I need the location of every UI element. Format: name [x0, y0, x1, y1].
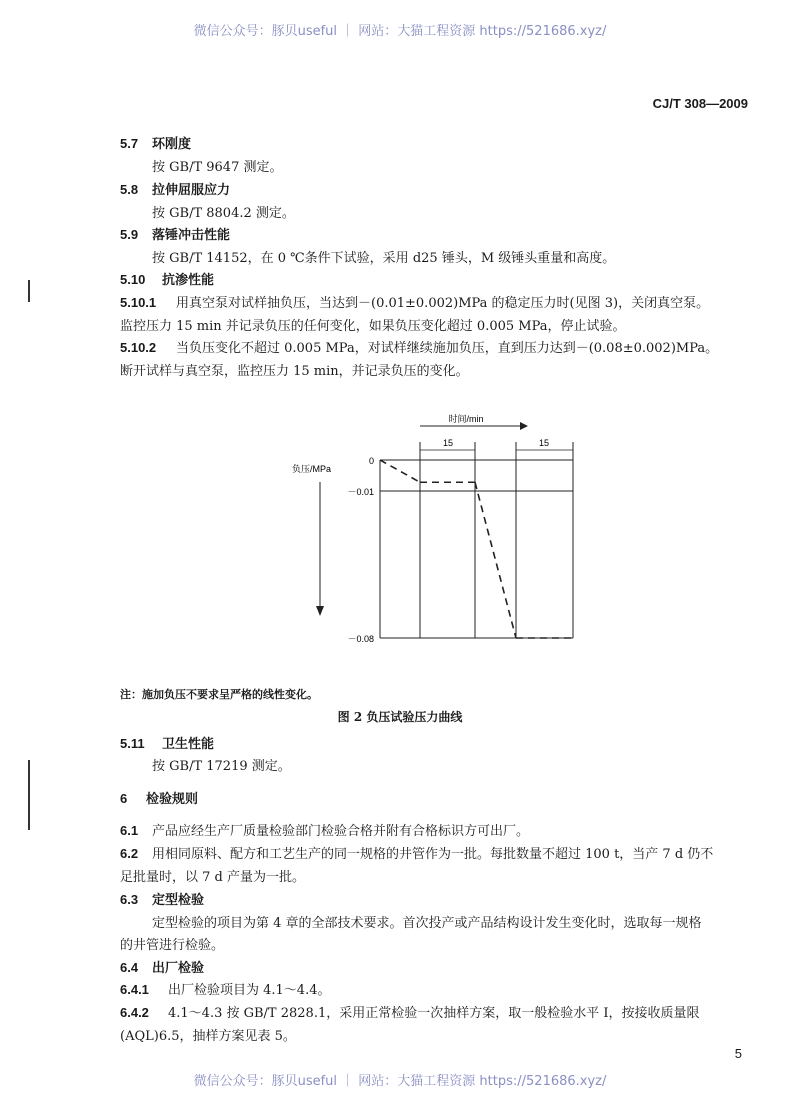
interval-1-label: 15 [442, 438, 454, 448]
curve-segment-1 [380, 460, 420, 482]
y-label: 负压/MPa [292, 464, 332, 474]
margin-mark [28, 760, 30, 830]
section-6-2-line1: 6.2 用相同原料、配方和工艺生产的同一规格的井管作为一批。每批数量不超过 100 t，当产 7 d 仍不 [120, 846, 714, 862]
section-6-4-2-line1: 6.4.2 4.1～4.3 按 GB/T 2828.1，采用正常检验一次抽样方案，取一般检验水平 Ⅰ，按接收质量限 [120, 1005, 700, 1021]
section-5-8-body: 按 GB/T 8804.2 测定。 [152, 206, 295, 221]
section-5-10-heading: 5.10 抗渗性能 [120, 272, 215, 288]
section-6-3-line1: 定型检验的项目为第 4 章的全部技术要求。首次投产或产品结构设计发生变化时，选取每一规格 [152, 916, 702, 931]
pressure-curve-chart [280, 412, 600, 652]
section-6-4-heading: 6.4 出厂检验 [120, 960, 205, 976]
figure-note: 注：施加负压不要求呈严格的线性变化。 [120, 688, 318, 701]
curve-segment-3 [475, 482, 516, 638]
pressure-curve-figure [280, 412, 600, 656]
section-6-3-heading: 6.3 定型检验 [120, 892, 205, 908]
section-6-4-1: 6.4.1 出厂检验项目为 4.1～4.4。 [120, 982, 331, 998]
y-arrow-head [316, 606, 324, 616]
section-5-10-1-line1: 5.10.1 用真空泵对试样抽负压，当达到－(0.01±0.002)MPa 的稳定压力时(见图 3)，关闭真空泵。 [120, 295, 710, 311]
section-6-heading: 6 检验规则 [120, 791, 199, 807]
section-5-9-heading: 5.9 落锤冲击性能 [120, 227, 231, 243]
section-5-11-body: 按 GB/T 17219 测定。 [152, 759, 291, 774]
section-5-10-1-line2: 监控压力 15 min 并记录负压的任何变化，如果负压变化超过 0.005 MPa，停止试验。 [120, 319, 626, 334]
section-6-1: 6.1 产品应经生产厂质量检验部门检验合格并附有合格标识方可出厂。 [120, 823, 530, 839]
section-6-3-line2: 的井管进行检验。 [120, 938, 225, 953]
standard-number: CJ/T 308—2009 [652, 96, 748, 111]
figure-caption: 图 2 负压试验压力曲线 [337, 710, 463, 724]
page-number: 5 [734, 1046, 742, 1061]
watermark-top: 微信公众号：豚贝useful ｜ 网站：大猫工程资源 https://521686.xyz/ [193, 24, 607, 39]
tick-008: －0.08 [347, 634, 374, 644]
section-5-11-heading: 5.11 卫生性能 [120, 736, 215, 752]
time-arrow-head [520, 422, 528, 430]
section-5-7-heading: 5.7 环刚度 [120, 136, 192, 152]
section-5-8-heading: 5.8 拉伸屈服应力 [120, 182, 231, 198]
tick-0: 0 [368, 456, 374, 466]
margin-mark [28, 280, 30, 302]
interval-2-label: 15 [538, 438, 550, 448]
tick-001: －0.01 [347, 487, 374, 497]
section-6-4-2-line2: (AQL)6.5，抽样方案见表 5。 [120, 1029, 296, 1044]
time-label: 时间/min [448, 414, 484, 424]
section-5-7-body: 按 GB/T 9647 测定。 [152, 160, 283, 175]
section-5-10-2-line2: 断开试样与真空泵，监控压力 15 min，并记录负压的变化。 [120, 364, 469, 379]
section-5-9-body: 按 GB/T 14152，在 0 ℃条件下试验，采用 d25 锤头，M 级锤头重量和高度。 [152, 251, 616, 266]
watermark-bottom: 微信公众号：豚贝useful ｜ 网站：大猫工程资源 https://521686.xyz/ [193, 1074, 607, 1089]
section-6-2-line2: 足批量时，以 7 d 产量为一批。 [120, 870, 305, 885]
section-5-10-2-line1: 5.10.2 当负压变化不超过 0.005 MPa，对试样继续施加负压，直到压力达到－(0.08±0.002)MPa。 [120, 340, 719, 356]
pressure-curve-series [380, 460, 573, 638]
